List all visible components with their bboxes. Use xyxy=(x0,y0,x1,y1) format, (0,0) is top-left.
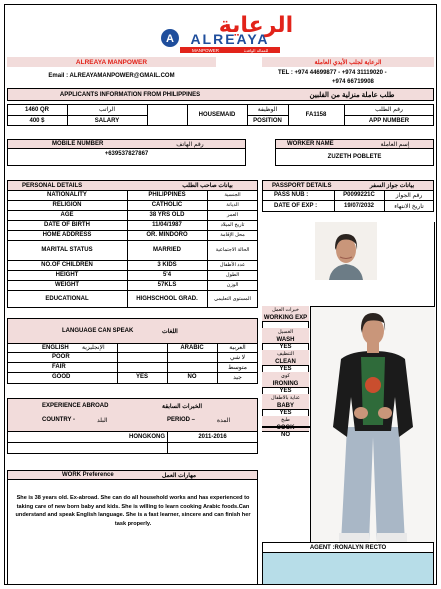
personal-row-label: NATIONALITY xyxy=(47,192,87,198)
language-title-ar: اللغات xyxy=(162,328,178,335)
skill-label: WORKING EXP xyxy=(263,314,308,321)
skill-value: YES xyxy=(279,365,292,372)
skill-label-ar: عناية بالاطفال xyxy=(262,394,309,402)
full-body-photo xyxy=(310,306,434,542)
company-logo xyxy=(158,8,294,54)
skill-label: BABY xyxy=(262,402,309,409)
experience-period-header-ar: المدة xyxy=(217,417,231,424)
personal-row-value: MARRIED xyxy=(153,247,181,253)
skill-label-ar: التنظيف xyxy=(262,350,309,358)
personal-row-label-ar: الوزن xyxy=(226,282,239,288)
language-english-value xyxy=(117,352,167,362)
applicants-title: APPLICANTS INFORMATION FROM PHILIPPINES xyxy=(59,91,201,98)
salary-alt-value: 400 $ xyxy=(29,117,45,124)
language-arabic-value xyxy=(167,362,217,372)
app-number-value: FA1158 xyxy=(305,112,327,118)
passport-exp-label-ar: تاريخ الانتهاء xyxy=(394,203,424,210)
experience-country-value: HONGKONG xyxy=(129,433,165,440)
language-level-label-ar: جيد xyxy=(233,374,242,381)
skill-label-ar: خبرات العمل xyxy=(262,306,309,314)
personal-row-label-ar: عدد الأطفال xyxy=(219,262,246,268)
svg-text:MANPOWER: MANPOWER xyxy=(192,48,219,53)
svg-text:الرعاية: الرعاية xyxy=(218,13,294,38)
language-title: LANGUAGE CAN SPEAK xyxy=(62,328,134,334)
experience-title-ar: الخبرات السابقة xyxy=(162,403,203,410)
skill-label: COOK xyxy=(262,424,309,431)
company-email[interactable]: Email : ALREAYAMANPOWER@GMAIL.COM xyxy=(48,73,175,79)
passport-no-label-ar: رقم الجواز xyxy=(395,192,423,199)
skill-value: YES xyxy=(279,343,292,350)
svg-text:للعمالة الوافدة: للعمالة الوافدة xyxy=(243,48,269,53)
personal-row-value: 5'4 xyxy=(162,272,172,278)
language-english-header-ar: الإنجليزية xyxy=(82,345,105,351)
salary-label: SALARY xyxy=(94,117,120,124)
skill-label-ar: كوي xyxy=(262,372,309,380)
language-level-label: POOR xyxy=(52,354,70,360)
worker-name: ZUZETH POBLETE xyxy=(327,154,382,160)
personal-row-label: DATE OF BIRTH xyxy=(44,222,90,228)
skill-label: IRONING xyxy=(262,380,309,387)
app-number-label-ar: رقم الطلب xyxy=(375,107,403,113)
personal-row-value: 57KLS xyxy=(157,282,177,288)
experience-period-value: 2011-2016 xyxy=(198,433,227,440)
company-tel: TEL : +974 44699877 - +974 31119020 - xyxy=(278,69,387,76)
personal-row-label: NO.OF CHILDREN xyxy=(41,262,93,268)
language-arabic-value xyxy=(167,352,217,362)
worker-label: WORKER NAME xyxy=(287,141,334,147)
language-english-header: ENGLISH xyxy=(42,344,69,351)
personal-row-label-ar: الطول xyxy=(225,272,240,278)
personal-row-label-ar: الجنسية xyxy=(224,192,241,198)
skill-label-ar: الغسيل xyxy=(262,328,309,336)
work-preference-text: She is 38 years old. Ex-abroad. She can do all household works and has experienced to taking care of new born baby and kids. She is willing to learn cooking Arabic foods.Can understand and speak English language. She is a fast learner, sincere and can finish her task properly. xyxy=(15,495,251,527)
worker-label-ar: إسم العاملة xyxy=(380,141,410,148)
language-arabic-value: NO xyxy=(187,374,197,380)
passport-no-value: P0099221C xyxy=(343,192,375,198)
personal-row-value: OR. MINDORO xyxy=(146,232,188,238)
language-level-label: FAIR xyxy=(52,364,66,370)
personal-row-value: CATHOLIC xyxy=(151,202,183,208)
skill-label: WASH xyxy=(262,336,309,343)
passport-exp-value: 19/07/2032 xyxy=(343,203,375,209)
personal-row-value: 38 YRS OLD xyxy=(149,212,185,218)
passport-title-ar: بيانات جواز السفر xyxy=(369,183,415,189)
personal-row-label-ar: الحالة الاجتماعية xyxy=(215,246,250,253)
mobile-value: +639537827867 xyxy=(104,151,149,157)
personal-row-label: AGE xyxy=(60,212,74,218)
experience-country-header-ar: البلد xyxy=(97,417,108,424)
passport-exp-label: DATE OF EXP : xyxy=(274,203,318,209)
skill-label-ar: طبخ xyxy=(262,416,309,424)
personal-row-value: PHILIPPINES xyxy=(148,192,186,198)
skill-value xyxy=(262,321,309,328)
company-name-ar: الرعاية لجلب الأيدي العاملة xyxy=(262,57,434,67)
position-value: HOUSEMAID xyxy=(198,112,236,118)
mobile-label-ar: رقم الهاتف xyxy=(176,141,204,148)
experience-country-header: COUNTRY - xyxy=(42,417,75,423)
work-preference-title-ar: مهارات العمل xyxy=(162,472,197,479)
work-preference-title: WORK Preference xyxy=(62,472,114,478)
language-arabic-header-ar: العربية xyxy=(229,345,246,351)
personal-row-label-ar: تاريخ الميلاد xyxy=(220,222,245,228)
personal-row-value: HIGHSCHOOL GRAD. xyxy=(136,295,198,302)
personal-row-label: WEIGHT xyxy=(55,282,79,288)
personal-details-title: PERSONAL DETAILS xyxy=(22,182,83,189)
salary-label-ar: الراتب xyxy=(98,107,116,113)
svg-text:A: A xyxy=(166,33,174,45)
agent-name: AGENT :RONALYN RECTO xyxy=(309,545,387,551)
position-label-ar: الوظيفة xyxy=(257,107,278,113)
face-photo xyxy=(315,222,377,280)
company-tel-2: +974 66719908 xyxy=(332,78,374,85)
skill-value: YES xyxy=(279,409,292,416)
personal-row-value: 3 KIDS xyxy=(157,262,177,268)
language-english-value xyxy=(117,362,167,372)
personal-row-label-ar: المستوى التعليمي xyxy=(214,295,251,302)
app-number-label: APP NUMBER xyxy=(368,117,410,124)
personal-row-label: MARITAL STATUS xyxy=(41,247,93,253)
mobile-label: MOBILE NUMBER xyxy=(52,141,104,147)
passport-title: PASSPORT DETAILS xyxy=(272,182,332,189)
skill-label: CLEAN xyxy=(262,358,309,365)
applicants-title-ar: طلب عاملة منزلية من الفلبين xyxy=(309,91,395,99)
language-level-label-ar: متوسط xyxy=(228,364,247,371)
skill-value: NO xyxy=(281,431,290,438)
language-level-label-ar: لا شي xyxy=(229,354,246,361)
salary-value: 1460 QR xyxy=(24,106,49,113)
language-level-label: GOOD xyxy=(52,374,71,380)
personal-row-label-ar: الديانة xyxy=(226,202,239,208)
personal-row-label-ar: محل الإقامة xyxy=(220,232,245,238)
personal-row-label: HEIGHT xyxy=(55,272,79,278)
logo-mark xyxy=(158,8,294,54)
personal-row-value: 11/04/1987 xyxy=(152,222,182,228)
experience-title: EXPERIENCE ABROAD xyxy=(42,403,109,409)
personal-row-label: RELIGION xyxy=(52,202,82,208)
personal-row-label-ar: العمر xyxy=(227,212,238,218)
language-english-value: YES xyxy=(135,374,148,380)
personal-details-title-ar: بيانات صاحب الطلب xyxy=(182,183,233,189)
language-arabic-header: ARABIC xyxy=(180,344,204,351)
company-name-en: ALREAYA MANPOWER xyxy=(7,57,216,67)
passport-no-label: PASS NUB : xyxy=(274,192,309,198)
experience-period-header: PERIOD – xyxy=(167,417,196,423)
personal-row-label: HOME ADDRESS xyxy=(42,232,92,238)
svg-text:ALREAYA: ALREAYA xyxy=(190,31,270,47)
personal-row-label: EDUCATIONAL xyxy=(45,296,89,302)
skill-value: YES xyxy=(279,387,292,394)
position-label: POSITION xyxy=(253,117,282,124)
